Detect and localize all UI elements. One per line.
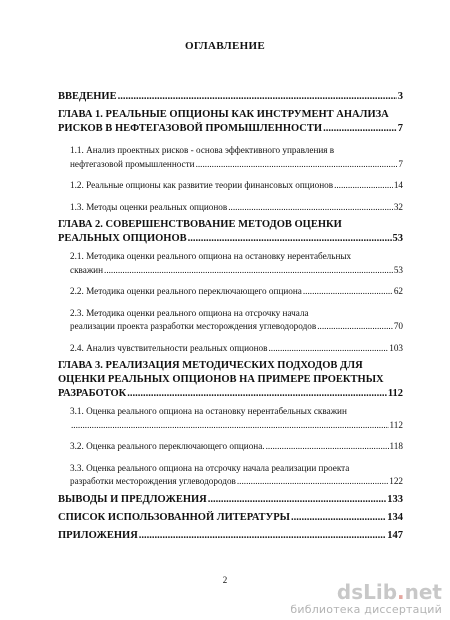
toc-page-number: 133: [387, 493, 403, 505]
watermark-logo-prefix: dsLib: [336, 580, 398, 604]
toc-entry-label: ГЛАВА 1. РЕАЛЬНЫЕ ОПЦИОНЫ КАК ИНСТРУМЕНТ АНАЛИЗА: [58, 109, 389, 120]
toc-entry-label-cont: РЕАЛЬНЫХ ОПЦИОНОВ: [58, 233, 187, 244]
toc-entry-label-cont: разработки месторождения углеводородов: [70, 476, 236, 486]
dot-leader: [71, 419, 389, 433]
toc-entry-section-3-2: [58, 440, 403, 454]
dot-leader: [334, 179, 393, 193]
dot-leader: [323, 122, 397, 136]
toc-entry-label: 2.3. Методика оценки реального опциона на отсрочку начала: [70, 307, 309, 318]
watermark-logo: [290, 581, 442, 603]
dot-leader: [291, 511, 386, 525]
toc-entry-section-2-1: [58, 250, 403, 277]
toc-entry-label: 2.2. Методика оценки реального переключающего опциона: [70, 286, 302, 296]
page-number: 2: [222, 575, 228, 585]
toc-page-number: 3: [397, 91, 403, 102]
toc-page-number: 53: [392, 233, 403, 244]
toc-entry-chapter-1: [58, 108, 403, 136]
toc-entry-label: 3.2. Оценка реального переключающего опциона.: [70, 441, 265, 451]
toc-entry-section-3-3: [58, 462, 403, 489]
toc-page-number: 134: [387, 511, 403, 523]
toc-entry-introduction: [58, 90, 403, 104]
toc-entry-appendices: [58, 529, 403, 543]
toc-page-number: 14: [393, 180, 403, 190]
dot-leader: [268, 342, 388, 356]
dot-leader: [196, 158, 398, 172]
toc-entry-label-cont: скважин: [70, 264, 104, 275]
toc-page-number: 122: [389, 476, 403, 486]
toc-entry-label: ВЫВОДЫ И ПРЕДЛОЖЕНИЯ: [58, 493, 207, 505]
toc-entry-label: ГЛАВА 3. РЕАЛИЗАЦИЯ МЕТОДИЧЕСКИХ ПОДХОДОВ ДЛЯ: [58, 360, 363, 371]
toc-entry-label-cont: ОЦЕНКИ РЕАЛЬНЫХ ОПЦИОНОВ НА ПРИМЕРЕ ПРОЕКТНЫХ: [58, 374, 384, 385]
toc-entry-label: 1.1. Анализ проектных рисков - основа эффективного управления в: [70, 145, 335, 155]
dot-leader: [317, 320, 393, 334]
toc-entry-label: 2.1. Методика оценки реального опциона на остановку нерентабельных: [70, 251, 352, 261]
toc-page-number: 118: [389, 441, 403, 451]
toc-entry-section-2-4: [58, 342, 403, 356]
toc-entry-chapter-2: [58, 218, 403, 246]
toc-page-number: 7: [398, 158, 403, 169]
toc-entry-label: ВВЕДЕНИЕ: [58, 91, 117, 102]
dot-leader: [303, 285, 393, 299]
watermark-logo-dot: .: [397, 580, 405, 604]
dot-leader: [104, 264, 393, 278]
toc-entry-label: СПИСОК ИСПОЛЬЗОВАННОЙ ЛИТЕРАТУРЫ: [58, 511, 290, 523]
dot-leader: [208, 493, 386, 507]
toc-page-number: 32: [393, 201, 403, 212]
dot-leader: [139, 529, 386, 543]
toc-entry-label: ГЛАВА 2. СОВЕРШЕНСТВОВАНИЕ МЕТОДОВ ОЦЕНКИ: [58, 219, 342, 230]
toc-entry-chapter-3: [58, 359, 403, 401]
toc-entry-section-3-1: [58, 405, 403, 432]
toc-entry-section-2-2: [58, 285, 403, 299]
watermark-subtitle: библиотека диссертаций: [290, 603, 442, 616]
toc-entry-section-1-3: [58, 201, 403, 215]
toc-page-number: 112: [389, 419, 403, 430]
toc-page-number: 147: [387, 529, 403, 541]
watermark: [290, 581, 442, 616]
table-of-contents: [58, 90, 403, 543]
toc-entry-label: 2.4. Анализ чувствительности реальных опционов: [70, 342, 268, 353]
dot-leader: [127, 387, 387, 401]
toc-entry-references: [58, 511, 403, 525]
toc-page-number: 62: [393, 286, 403, 296]
toc-entry-label: 1.2. Реальные опционы как развитие теории финансовых опционов: [70, 180, 334, 190]
dot-leader: [188, 232, 392, 246]
toc-entry-label-cont: РАЗРАБОТОК: [58, 388, 127, 399]
toc-entry-label-cont: нефтегазовой промышленности: [70, 158, 195, 169]
dot-leader: [237, 475, 388, 489]
toc-entry-label: 3.1. Оценка реального опциона на остановку нерентабельных скважин: [70, 406, 347, 416]
watermark-logo-suffix: net: [404, 580, 442, 604]
toc-entry-conclusions: [58, 493, 403, 507]
toc-page-number: 112: [387, 388, 403, 399]
toc-entry-label-cont: реализации проекта разработки месторождения углеводородов: [70, 321, 317, 331]
toc-page-number: 70: [393, 321, 403, 331]
dot-leader: [118, 90, 397, 104]
toc-entry-label: ПРИЛОЖЕНИЯ: [58, 529, 138, 541]
dot-leader: [228, 201, 393, 215]
toc-entry-section-1-1: [58, 144, 403, 171]
toc-entry-section-2-3: [58, 307, 403, 334]
dot-leader: [266, 440, 389, 454]
toc-entry-section-1-2: [58, 179, 403, 193]
toc-page-number: 53: [393, 264, 403, 275]
toc-entry-label: 3.3. Оценка реального опциона на отсрочку начала реализации проекта: [70, 462, 350, 473]
page-title: ОГЛАВЛЕНИЕ: [185, 40, 265, 52]
toc-page-number: 7: [397, 123, 403, 134]
toc-entry-label: 1.3. Методы оценки реальных опционов: [70, 201, 228, 212]
toc-page-number: 103: [389, 342, 403, 353]
toc-entry-label-cont: РИСКОВ В НЕФТЕГАЗОВОЙ ПРОМЫШЛЕННОСТИ: [58, 123, 323, 134]
